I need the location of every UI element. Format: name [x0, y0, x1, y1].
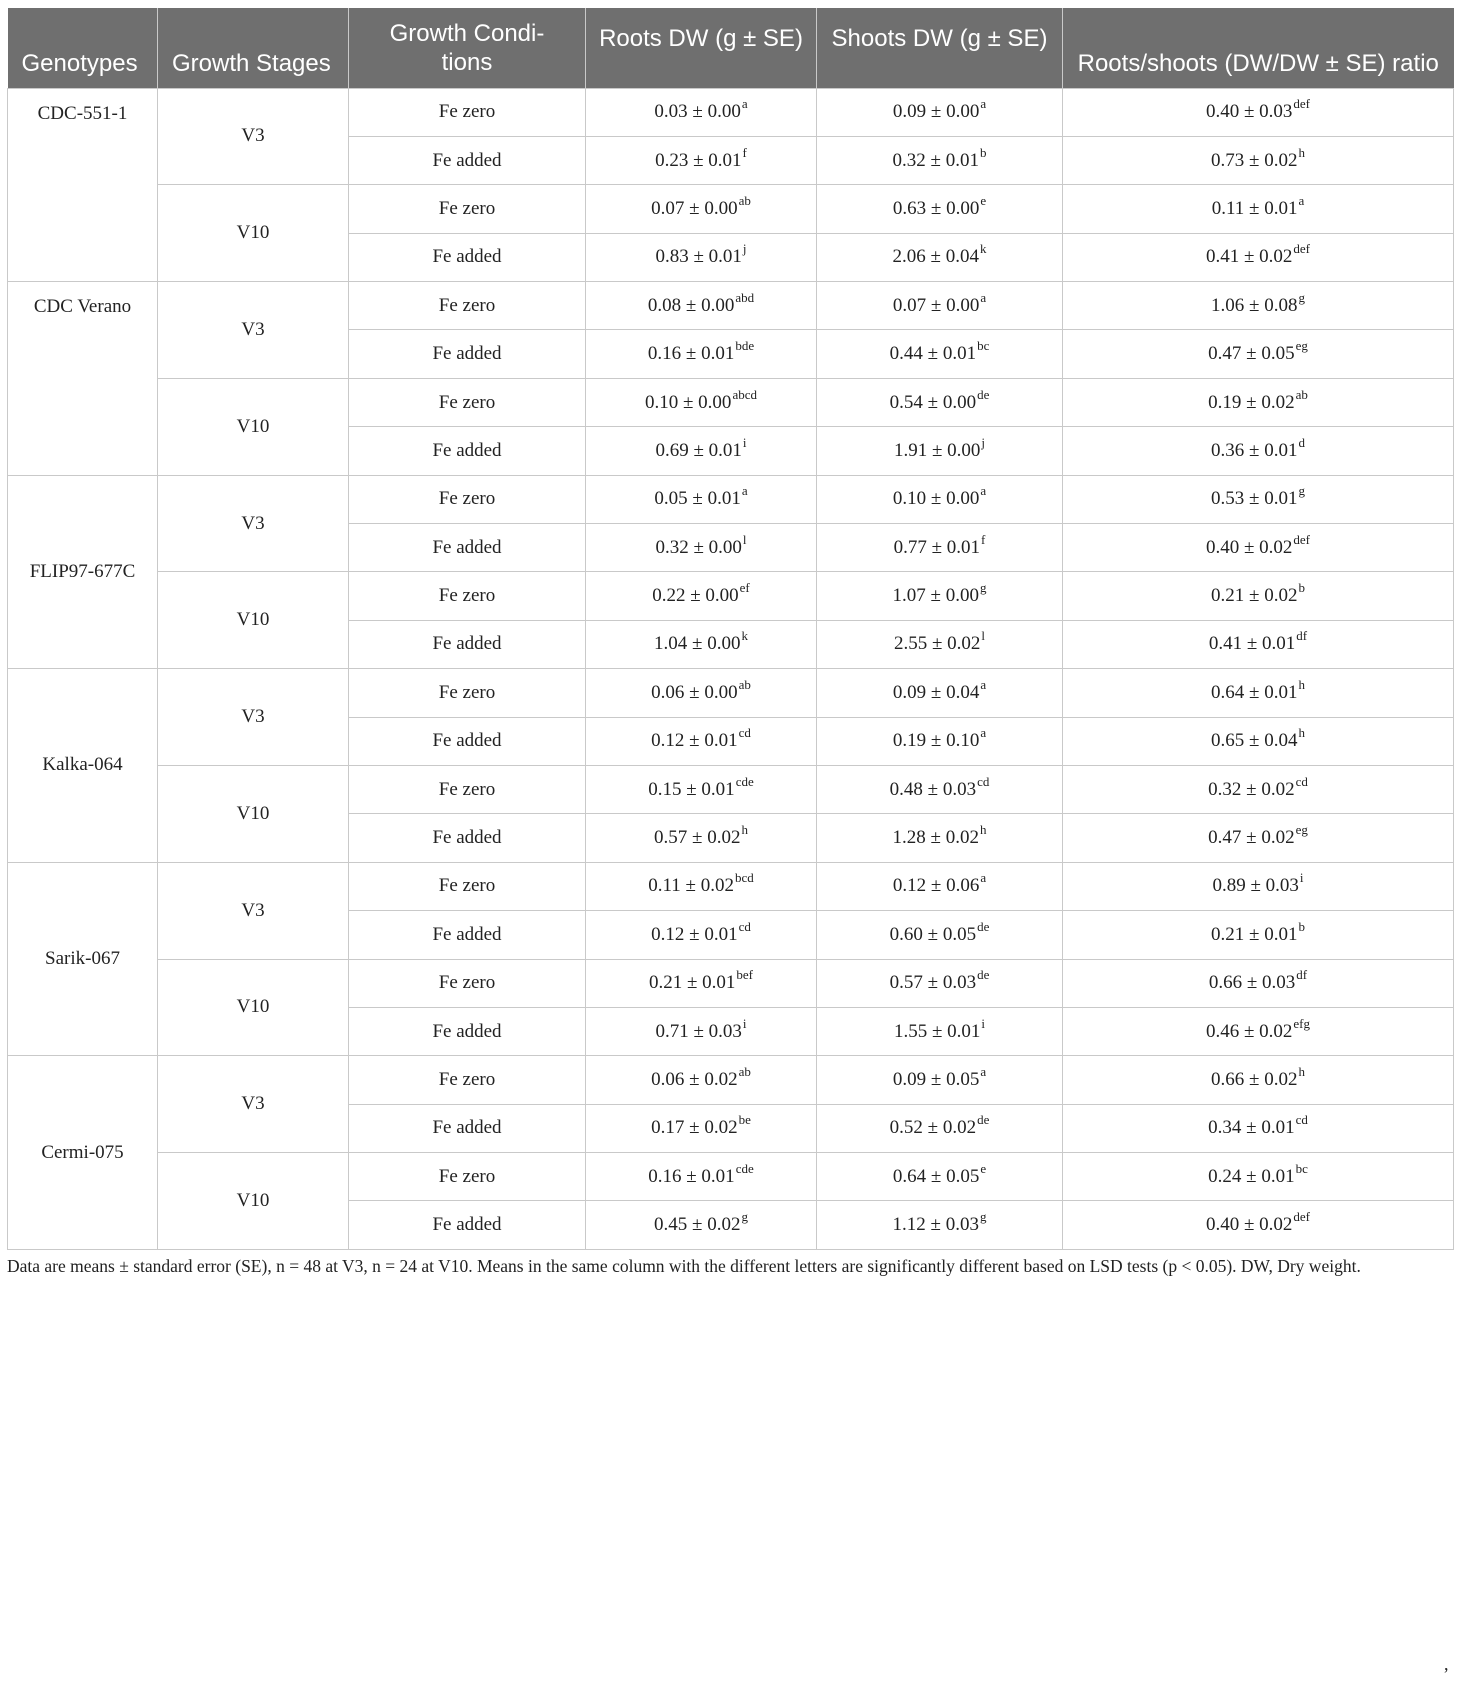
table-row	[8, 669, 1454, 717]
roots-dw-cell-significance-letters: i	[742, 1015, 747, 1031]
ratio-cell	[1063, 427, 1454, 475]
ratio-cell-significance-letters: efg	[1293, 1015, 1311, 1031]
shoots-dw-cell-value: 2.55 ± 0.02	[893, 633, 981, 655]
roots-dw-cell-value: 0.23 ± 0.01	[655, 149, 742, 171]
ratio-cell-value: 0.32 ± 0.02	[1208, 778, 1295, 800]
header-growth-stages: Growth Stages	[158, 8, 349, 88]
roots-dw-cell-value: 0.57 ± 0.02	[654, 827, 741, 849]
shoots-dw-cell-value: 0.09 ± 0.00	[892, 101, 980, 123]
ratio-cell-significance-letters: def	[1293, 96, 1311, 112]
shoots-dw-cell	[817, 1007, 1063, 1055]
ratio-cell-significance-letters: eg	[1295, 338, 1308, 354]
shoots-dw-cell-significance-letters: k	[979, 241, 987, 257]
ratio-cell-value: 0.73 ± 0.02	[1211, 149, 1298, 171]
roots-dw-cell	[586, 1201, 817, 1249]
shoots-dw-cell-significance-letters: e	[980, 1160, 987, 1176]
roots-dw-cell-value: 0.21 ± 0.01	[648, 972, 736, 994]
roots-dw-cell-value: 0.12 ± 0.01	[651, 923, 738, 945]
ratio-cell-significance-letters: b	[1298, 580, 1305, 596]
roots-dw-cell-value: 0.03 ± 0.00	[654, 101, 741, 123]
table-row	[8, 475, 1454, 523]
growth-condition-cell: Fe zero	[349, 765, 586, 813]
ratio-cell-value: 0.65 ± 0.04	[1211, 730, 1298, 752]
table-row	[8, 185, 1454, 233]
growth-condition-cell: Fe added	[349, 620, 586, 668]
ratio-cell-significance-letters: cd	[1295, 773, 1308, 789]
genotype-cell: Kalka-064	[8, 669, 158, 863]
roots-dw-cell-significance-letters: ab	[738, 676, 751, 692]
roots-dw-cell-value: 0.15 ± 0.01	[648, 778, 735, 800]
shoots-dw-cell	[817, 1201, 1063, 1249]
shoots-dw-cell-significance-letters: a	[980, 483, 987, 499]
ratio-cell	[1063, 378, 1454, 426]
growth-condition-cell: Fe added	[349, 1104, 586, 1152]
ratio-cell	[1063, 959, 1454, 1007]
roots-dw-cell	[586, 233, 817, 281]
shoots-dw-cell-significance-letters: cd	[977, 773, 990, 789]
growth-condition-cell: Fe zero	[349, 378, 586, 426]
shoots-dw-cell-value: 0.60 ± 0.05	[889, 923, 977, 945]
ratio-cell-value: 0.11 ± 0.01	[1211, 197, 1298, 219]
ratio-cell-significance-letters: def	[1293, 531, 1311, 547]
shoots-dw-cell-significance-letters: j	[981, 434, 986, 450]
growth-condition-cell: Fe added	[349, 330, 586, 378]
roots-dw-cell-significance-letters: g	[741, 1209, 748, 1225]
shoots-dw-cell-significance-letters: l	[981, 628, 986, 644]
shoots-dw-cell	[817, 862, 1063, 910]
shoots-dw-cell	[817, 427, 1063, 475]
roots-dw-cell-significance-letters: a	[741, 96, 748, 112]
ratio-cell	[1063, 88, 1454, 136]
shoots-dw-cell-value: 1.07 ± 0.00	[892, 585, 979, 607]
ratio-cell-significance-letters: d	[1298, 434, 1305, 450]
shoots-dw-cell-value: 1.28 ± 0.02	[892, 827, 979, 849]
ratio-cell-value: 0.21 ± 0.01	[1211, 923, 1298, 945]
header-growth-conditions	[349, 8, 586, 88]
shoots-dw-cell-value: 0.32 ± 0.01	[892, 149, 979, 171]
ratio-cell-significance-letters: cd	[1295, 1112, 1308, 1128]
shoots-dw-cell-significance-letters: a	[980, 289, 987, 305]
ratio-cell-significance-letters: g	[1298, 483, 1305, 499]
header-genotypes: Genotypes	[8, 8, 158, 88]
shoots-dw-cell-value: 0.64 ± 0.05	[892, 1165, 980, 1187]
shoots-dw-cell-significance-letters: de	[977, 386, 990, 402]
roots-dw-cell	[586, 524, 817, 572]
shoots-dw-cell	[817, 475, 1063, 523]
growth-stage-cell: V10	[158, 185, 349, 282]
shoots-dw-cell-value: 0.09 ± 0.05	[892, 1069, 980, 1090]
shoots-dw-cell-significance-letters: a	[980, 725, 987, 741]
growth-stage-cell: V3	[158, 669, 349, 766]
ratio-cell-significance-letters: df	[1296, 967, 1308, 983]
ratio-cell-significance-letters: df	[1296, 628, 1308, 644]
growth-stage-cell: V3	[158, 88, 349, 185]
growth-condition-cell: Fe zero	[349, 669, 586, 717]
ratio-cell	[1063, 136, 1454, 184]
shoots-dw-cell-value: 0.63 ± 0.00	[892, 197, 980, 219]
ratio-cell-value: 0.47 ± 0.02	[1208, 827, 1295, 849]
roots-dw-cell-significance-letters: l	[742, 531, 747, 547]
roots-dw-cell-significance-letters: bef	[736, 967, 754, 983]
roots-dw-cell-significance-letters: a	[741, 483, 748, 499]
header-growth-conditions-text: Growth Condi- tions	[389, 19, 545, 76]
table-footnote: Data are means ± standard error (SE), n = 48 at V3, n = 24 at V10. Means in the same column with the different letters are significantly different based on LSD tests (p < 0.05). DW, Dry weight.	[7, 1255, 1361, 1276]
ratio-cell-value: 0.41 ± 0.01	[1208, 633, 1296, 655]
shoots-dw-cell-value: 0.10 ± 0.00	[892, 488, 980, 510]
growth-stage-cell: V10	[158, 959, 349, 1056]
table-row	[8, 572, 1454, 620]
roots-dw-cell-significance-letters: j	[742, 241, 747, 257]
ratio-cell	[1063, 765, 1454, 813]
growth-stage-cell: V3	[158, 862, 349, 959]
shoots-dw-cell	[817, 717, 1063, 765]
shoots-dw-cell-significance-letters: f	[981, 531, 986, 547]
roots-dw-cell-value: 0.45 ± 0.02	[654, 1214, 741, 1236]
genotype-cell: Sarik-067	[8, 862, 158, 1056]
roots-dw-cell-value: 0.17 ± 0.02	[651, 1117, 738, 1139]
ratio-cell	[1063, 1153, 1454, 1201]
shoots-dw-cell	[817, 185, 1063, 233]
roots-dw-cell	[586, 669, 817, 717]
shoots-dw-cell-significance-letters: g	[979, 580, 987, 596]
table-row	[8, 88, 1454, 136]
shoots-dw-cell-value: 0.57 ± 0.03	[889, 972, 977, 994]
roots-dw-cell-value: 0.08 ± 0.00	[647, 294, 735, 316]
ratio-cell	[1063, 233, 1454, 281]
shoots-dw-cell	[817, 136, 1063, 184]
ratio-cell-significance-letters: h	[1298, 1064, 1305, 1079]
roots-dw-cell-value: 0.05 ± 0.01	[654, 488, 741, 510]
roots-dw-cell	[586, 814, 817, 862]
roots-dw-cell	[586, 1153, 817, 1201]
roots-dw-cell	[586, 427, 817, 475]
shoots-dw-cell-value: 0.07 ± 0.00	[892, 294, 980, 316]
roots-dw-cell	[586, 717, 817, 765]
ratio-cell	[1063, 1007, 1454, 1055]
ratio-cell	[1063, 911, 1454, 959]
ratio-cell	[1063, 572, 1454, 620]
ratio-cell-significance-letters: def	[1293, 1209, 1311, 1225]
roots-dw-cell	[586, 765, 817, 813]
ratio-cell-significance-letters: bc	[1295, 1160, 1308, 1176]
ratio-cell-value: 0.66 ± 0.02	[1211, 1069, 1298, 1090]
roots-dw-cell	[586, 185, 817, 233]
shoots-dw-cell	[817, 88, 1063, 136]
shoots-dw-cell	[817, 765, 1063, 813]
growth-condition-cell: Fe added	[349, 136, 586, 184]
growth-condition-cell: Fe added	[349, 717, 586, 765]
table-row	[8, 765, 1454, 813]
roots-dw-cell	[586, 620, 817, 668]
roots-dw-cell-value: 0.06 ± 0.02	[651, 1069, 738, 1090]
ratio-cell	[1063, 862, 1454, 910]
ratio-cell-value: 0.47 ± 0.05	[1208, 343, 1295, 365]
ratio-cell-significance-letters: h	[1298, 725, 1305, 741]
growth-condition-cell: Fe zero	[349, 1153, 586, 1201]
ratio-cell-value: 0.24 ± 0.01	[1208, 1165, 1295, 1187]
roots-dw-cell-significance-letters: ab	[738, 192, 751, 208]
shoots-dw-cell-significance-letters: a	[980, 870, 987, 886]
roots-dw-cell	[586, 862, 817, 910]
genotype-cell: CDC-551-1	[8, 88, 158, 282]
roots-dw-cell	[586, 136, 817, 184]
roots-dw-cell-significance-letters: k	[741, 628, 748, 644]
growth-condition-cell: Fe zero	[349, 282, 586, 330]
ratio-cell-significance-letters: ab	[1295, 386, 1308, 402]
roots-dw-cell	[586, 282, 817, 330]
roots-dw-cell-significance-letters: cde	[735, 1160, 754, 1176]
shoots-dw-cell	[817, 620, 1063, 668]
ratio-cell-value: 0.41 ± 0.02	[1205, 246, 1293, 268]
shoots-dw-cell-significance-letters: de	[977, 1112, 990, 1128]
shoots-dw-cell	[817, 959, 1063, 1007]
shoots-dw-cell	[817, 524, 1063, 572]
roots-dw-cell	[586, 911, 817, 959]
shoots-dw-cell-significance-letters: bc	[977, 338, 990, 354]
shoots-dw-cell-significance-letters: b	[979, 144, 987, 160]
ratio-cell-value: 0.40 ± 0.02	[1205, 536, 1293, 558]
roots-dw-cell	[586, 378, 817, 426]
trailing-mark: ,	[1444, 1654, 1449, 1674]
roots-dw-cell	[586, 88, 817, 136]
roots-dw-cell-value: 0.16 ± 0.01	[647, 343, 735, 365]
shoots-dw-cell-value: 0.54 ± 0.00	[889, 391, 977, 413]
roots-dw-cell-significance-letters: cd	[738, 725, 751, 741]
roots-dw-cell-value: 0.69 ± 0.01	[655, 439, 742, 461]
growth-stage-cell: V3	[158, 1056, 349, 1153]
roots-dw-cell-value: 0.71 ± 0.03	[655, 1020, 742, 1042]
table-body	[8, 88, 1454, 1249]
shoots-dw-cell-significance-letters: e	[980, 192, 987, 208]
ratio-cell-significance-letters: a	[1298, 192, 1305, 208]
ratio-cell-value: 0.36 ± 0.01	[1211, 439, 1298, 461]
table-row	[8, 862, 1454, 910]
growth-condition-cell: Fe added	[349, 1007, 586, 1055]
shoots-dw-cell	[817, 814, 1063, 862]
roots-dw-cell-significance-letters: bcd	[734, 870, 754, 886]
shoots-dw-cell-significance-letters: a	[980, 676, 987, 692]
shoots-dw-cell-significance-letters: a	[980, 96, 987, 112]
table-row	[8, 1153, 1454, 1201]
growth-condition-cell: Fe added	[349, 427, 586, 475]
shoots-dw-cell	[817, 911, 1063, 959]
ratio-cell	[1063, 1104, 1454, 1152]
roots-dw-cell-significance-letters: cde	[735, 773, 754, 789]
ratio-cell	[1063, 185, 1454, 233]
ratio-cell-significance-letters: i	[1299, 870, 1304, 886]
shoots-dw-cell	[817, 1153, 1063, 1201]
shoots-dw-cell	[817, 1056, 1063, 1104]
roots-dw-cell-value: 0.11 ± 0.02	[648, 875, 734, 897]
ratio-cell	[1063, 1201, 1454, 1249]
roots-dw-cell-significance-letters: ef	[739, 580, 750, 596]
ratio-cell	[1063, 717, 1454, 765]
shoots-dw-cell	[817, 378, 1063, 426]
ratio-cell	[1063, 620, 1454, 668]
shoots-dw-cell	[817, 572, 1063, 620]
ratio-cell-value: 0.21 ± 0.02	[1211, 585, 1298, 607]
roots-dw-cell-significance-letters: ab	[738, 1064, 751, 1079]
ratio-cell-value: 0.19 ± 0.02	[1208, 391, 1295, 413]
header-roots-dw: Roots DW (g ± SE)	[586, 8, 817, 88]
roots-dw-cell-value: 0.12 ± 0.01	[651, 730, 738, 752]
growth-condition-cell: Fe added	[349, 1201, 586, 1249]
shoots-dw-cell-value: 1.91 ± 0.00	[893, 439, 981, 461]
table-container	[7, 8, 1453, 1277]
ratio-cell-value: 0.40 ± 0.02	[1205, 1214, 1293, 1236]
ratio-cell	[1063, 814, 1454, 862]
growth-condition-cell: Fe added	[349, 233, 586, 281]
ratio-cell	[1063, 669, 1454, 717]
genotype-cell: CDC Verano	[8, 282, 158, 476]
shoots-dw-cell-value: 0.12 ± 0.06	[892, 875, 980, 897]
ratio-cell-value: 0.89 ± 0.03	[1212, 875, 1299, 897]
roots-dw-cell-value: 0.07 ± 0.00	[651, 197, 738, 219]
roots-dw-cell-significance-letters: cd	[738, 918, 751, 934]
growth-condition-cell: Fe added	[349, 911, 586, 959]
growth-stage-cell: V3	[158, 282, 349, 379]
shoots-dw-cell-significance-letters: i	[981, 1015, 986, 1031]
shoots-dw-cell	[817, 669, 1063, 717]
shoots-dw-cell-value: 2.06 ± 0.04	[892, 246, 979, 268]
ratio-cell-value: 0.46 ± 0.02	[1205, 1020, 1293, 1042]
shoots-dw-cell-value: 0.48 ± 0.03	[889, 778, 977, 800]
ratio-cell	[1063, 330, 1454, 378]
shoots-dw-cell	[817, 282, 1063, 330]
table-row	[8, 378, 1454, 426]
ratio-cell	[1063, 1056, 1454, 1104]
ratio-cell-significance-letters: eg	[1295, 822, 1308, 838]
roots-dw-cell-value: 0.22 ± 0.00	[652, 585, 739, 607]
roots-dw-cell	[586, 1104, 817, 1152]
roots-dw-cell-significance-letters: bde	[735, 338, 755, 354]
ratio-cell-value: 0.34 ± 0.01	[1208, 1117, 1295, 1139]
growth-stage-cell: V10	[158, 765, 349, 862]
ratio-cell-value: 1.06 ± 0.08	[1211, 294, 1298, 316]
table-row	[8, 282, 1454, 330]
shoots-dw-cell-significance-letters: de	[977, 918, 990, 934]
shoots-dw-cell-value: 0.44 ± 0.01	[889, 343, 977, 365]
shoots-dw-cell-value: 1.12 ± 0.03	[892, 1214, 979, 1236]
table-row	[8, 959, 1454, 1007]
table-row	[8, 1056, 1454, 1104]
growth-condition-cell: Fe added	[349, 524, 586, 572]
growth-stage-cell: V10	[158, 1153, 349, 1250]
roots-dw-cell	[586, 1007, 817, 1055]
ratio-cell-significance-letters: def	[1293, 241, 1311, 257]
genotype-cell: FLIP97-677C	[8, 475, 158, 669]
shoots-dw-cell	[817, 1104, 1063, 1152]
ratio-cell	[1063, 475, 1454, 523]
roots-dw-cell	[586, 475, 817, 523]
roots-dw-cell	[586, 330, 817, 378]
shoots-dw-cell-value: 0.09 ± 0.04	[892, 681, 980, 703]
roots-dw-cell-significance-letters: be	[738, 1112, 751, 1128]
header-ratio: Roots/shoots (DW/DW ± SE) ratio	[1063, 8, 1454, 88]
roots-dw-cell	[586, 572, 817, 620]
roots-dw-cell-value: 0.83 ± 0.01	[655, 246, 742, 268]
shoots-dw-cell-value: 0.19 ± 0.10	[892, 730, 980, 752]
shoots-dw-cell-value: 0.77 ± 0.01	[893, 536, 981, 558]
growth-condition-cell: Fe zero	[349, 862, 586, 910]
roots-dw-cell-value: 0.06 ± 0.00	[651, 681, 738, 703]
roots-dw-cell-significance-letters: i	[742, 434, 747, 450]
ratio-cell	[1063, 282, 1454, 330]
roots-dw-cell-significance-letters: abcd	[732, 386, 757, 402]
ratio-cell-value: 0.40 ± 0.03	[1205, 101, 1293, 123]
shoots-dw-cell-significance-letters: h	[979, 822, 987, 838]
shoots-dw-cell-significance-letters: a	[980, 1064, 987, 1079]
data-table	[7, 8, 1454, 1250]
roots-dw-cell-value: 0.16 ± 0.01	[648, 1165, 735, 1187]
roots-dw-cell-value: 0.32 ± 0.00	[655, 536, 742, 558]
roots-dw-cell-value: 0.10 ± 0.00	[645, 391, 732, 413]
growth-condition-cell: Fe zero	[349, 88, 586, 136]
ratio-cell-value: 0.66 ± 0.03	[1208, 972, 1296, 994]
roots-dw-cell-significance-letters: f	[742, 144, 747, 160]
ratio-cell-significance-letters: b	[1298, 918, 1305, 934]
roots-dw-cell	[586, 959, 817, 1007]
shoots-dw-cell-value: 1.55 ± 0.01	[893, 1020, 981, 1042]
growth-condition-cell: Fe added	[349, 814, 586, 862]
roots-dw-cell-significance-letters: abd	[735, 289, 755, 305]
growth-condition-cell: Fe zero	[349, 959, 586, 1007]
shoots-dw-cell-significance-letters: de	[977, 967, 990, 983]
growth-condition-cell: Fe zero	[349, 1056, 586, 1104]
roots-dw-cell-value: 1.04 ± 0.00	[654, 633, 741, 655]
genotype-cell: Cermi-075	[8, 1056, 158, 1250]
shoots-dw-cell	[817, 330, 1063, 378]
growth-stage-cell: V10	[158, 572, 349, 669]
shoots-dw-cell-value: 0.52 ± 0.02	[889, 1117, 977, 1139]
roots-dw-cell	[586, 1056, 817, 1104]
ratio-cell-value: 0.53 ± 0.01	[1211, 488, 1298, 510]
ratio-cell	[1063, 524, 1454, 572]
ratio-cell-significance-letters: h	[1298, 144, 1305, 160]
ratio-cell-value: 0.64 ± 0.01	[1211, 681, 1298, 703]
growth-stage-cell: V3	[158, 475, 349, 572]
growth-stage-cell: V10	[158, 378, 349, 475]
growth-condition-cell: Fe zero	[349, 185, 586, 233]
growth-condition-cell: Fe zero	[349, 572, 586, 620]
growth-condition-cell: Fe zero	[349, 475, 586, 523]
shoots-dw-cell	[817, 233, 1063, 281]
header-row	[8, 8, 1454, 88]
header-shoots-dw: Shoots DW (g ± SE)	[817, 8, 1063, 88]
ratio-cell-significance-letters: h	[1298, 676, 1305, 692]
roots-dw-cell-significance-letters: h	[741, 822, 748, 838]
shoots-dw-cell-significance-letters: g	[979, 1209, 987, 1225]
ratio-cell-significance-letters: g	[1298, 289, 1305, 305]
